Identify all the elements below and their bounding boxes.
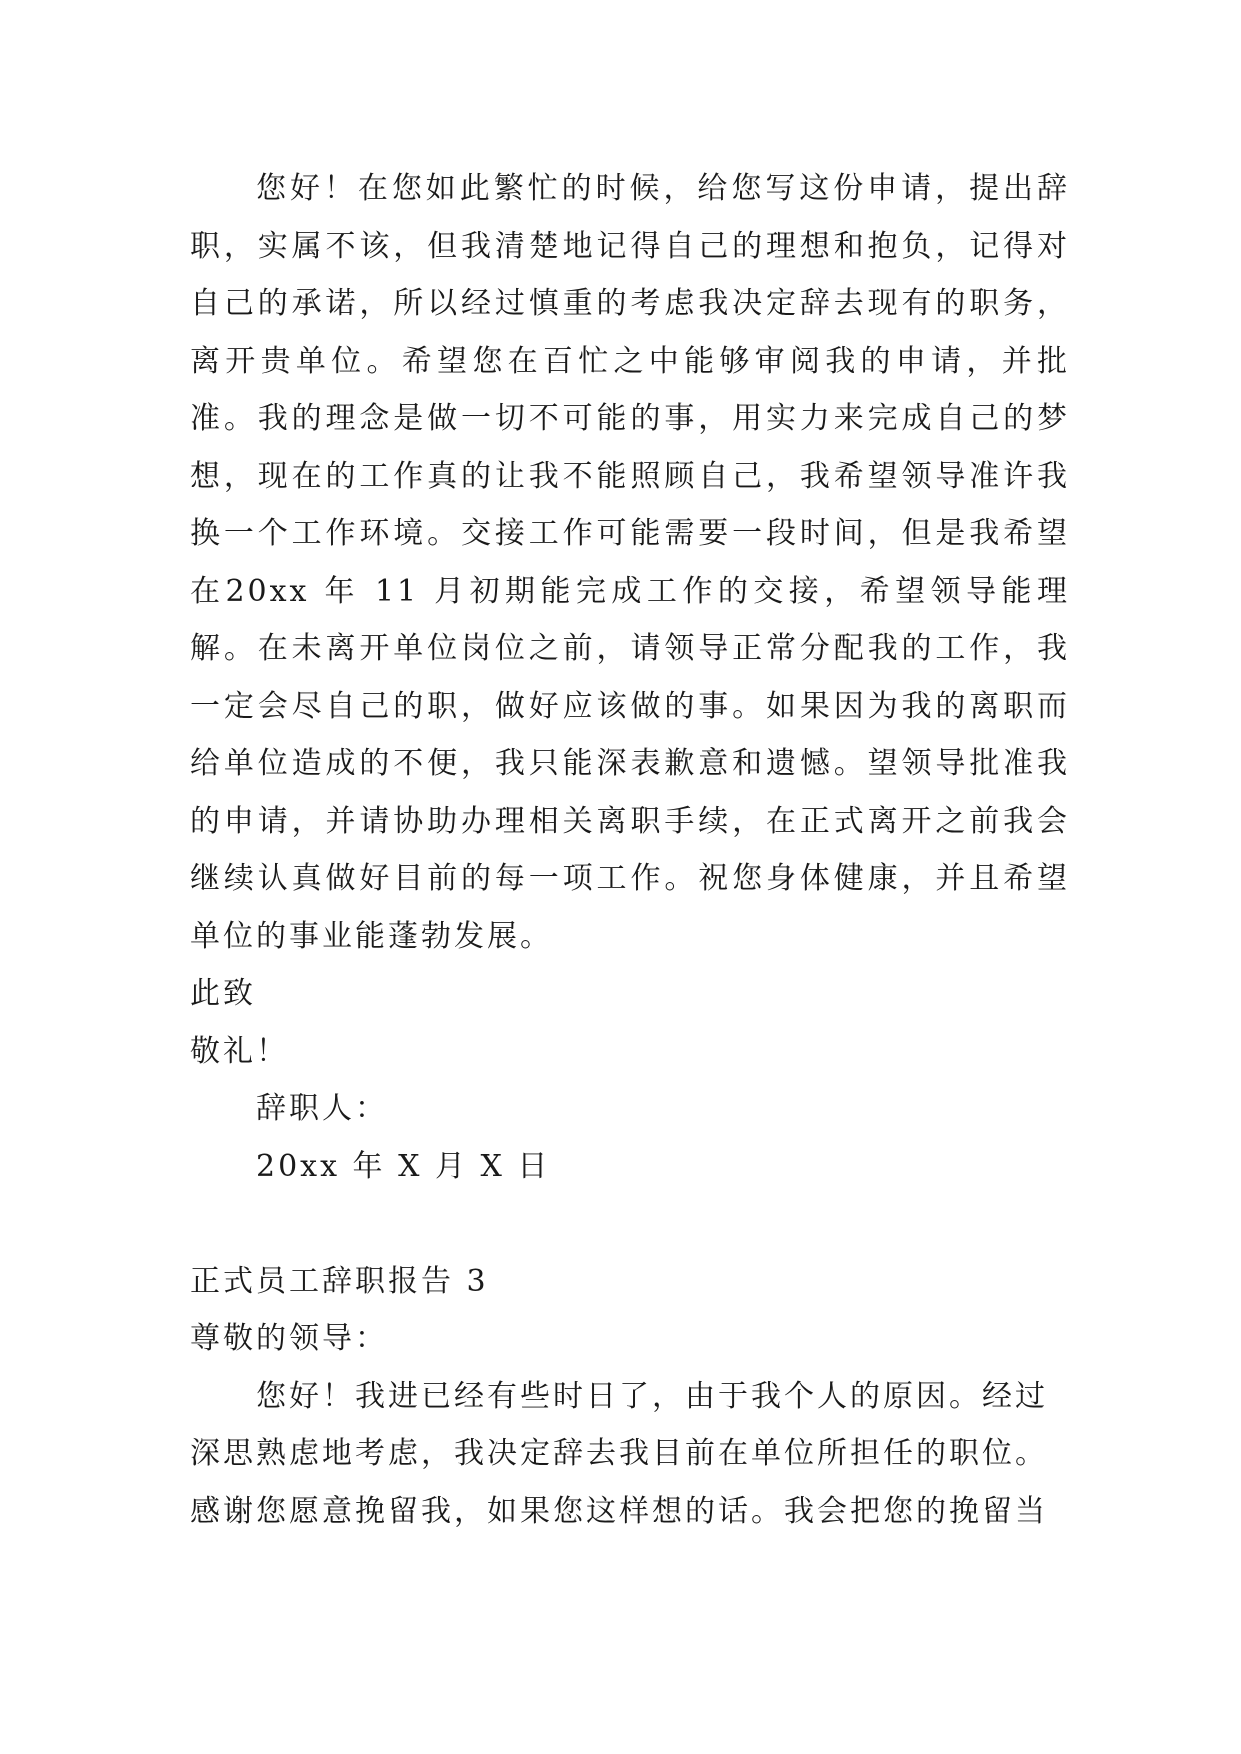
salutation-line: 尊敬的领导： [190, 1321, 388, 1356]
document-content [190, 160, 1070, 1540]
closing-salutation: 敬礼！ [190, 1033, 289, 1069]
letter-body-paragraph-2: 您好！我进已经有些时日了，由于我个人的原因。经过深思熟虑地考虑，我决定辞去我目前在单位所担任的职位。感谢您愿意挽留我，如果您这样想的话。我会把您的挽留当 [190, 1378, 1048, 1529]
section-spacer [190, 1195, 1070, 1253]
date-line: 20xx 年 X 月 X 日 [256, 1148, 551, 1184]
closing-line: 此致 [190, 976, 256, 1011]
letter-body-paragraph: 您好！在您如此繁忙的时候，给您写这份申请，提出辞职，实属不该，但我清楚地记得自己的理想和抱负，记得对自己的承诺，所以经过慎重的考虑我决定辞去现有的职务，离开贵单位。希望您在百忙之中能够审阅我的申请，并批准。我的理念是做一切不可能的事，用实力来完成自己的梦想，现在的工作真的让我不能照顾自己，我希望领导准许我换一个工作环境。交接工作可能需要一段时间，但是我希望在20xx 年 11 月初期能完成工作的交接，希望领导能理解。在未离开单位岗位之前，请领导正常分配我的工作，我一定会尽自己的职，做好应该做的事。如果因为我的离职而给单位造成的不便，我只能深表歉意和遗憾。望领导批准我的申请，并请协助办理相关离职手续，在正式离开之前我会继续认真做好目前的每一项工作。祝您身体健康，并且希望单位的事业能蓬勃发展。 [190, 171, 1070, 954]
signature-line: 辞职人： [256, 1091, 388, 1126]
section-title: 正式员工辞职报告 3 [190, 1263, 489, 1299]
